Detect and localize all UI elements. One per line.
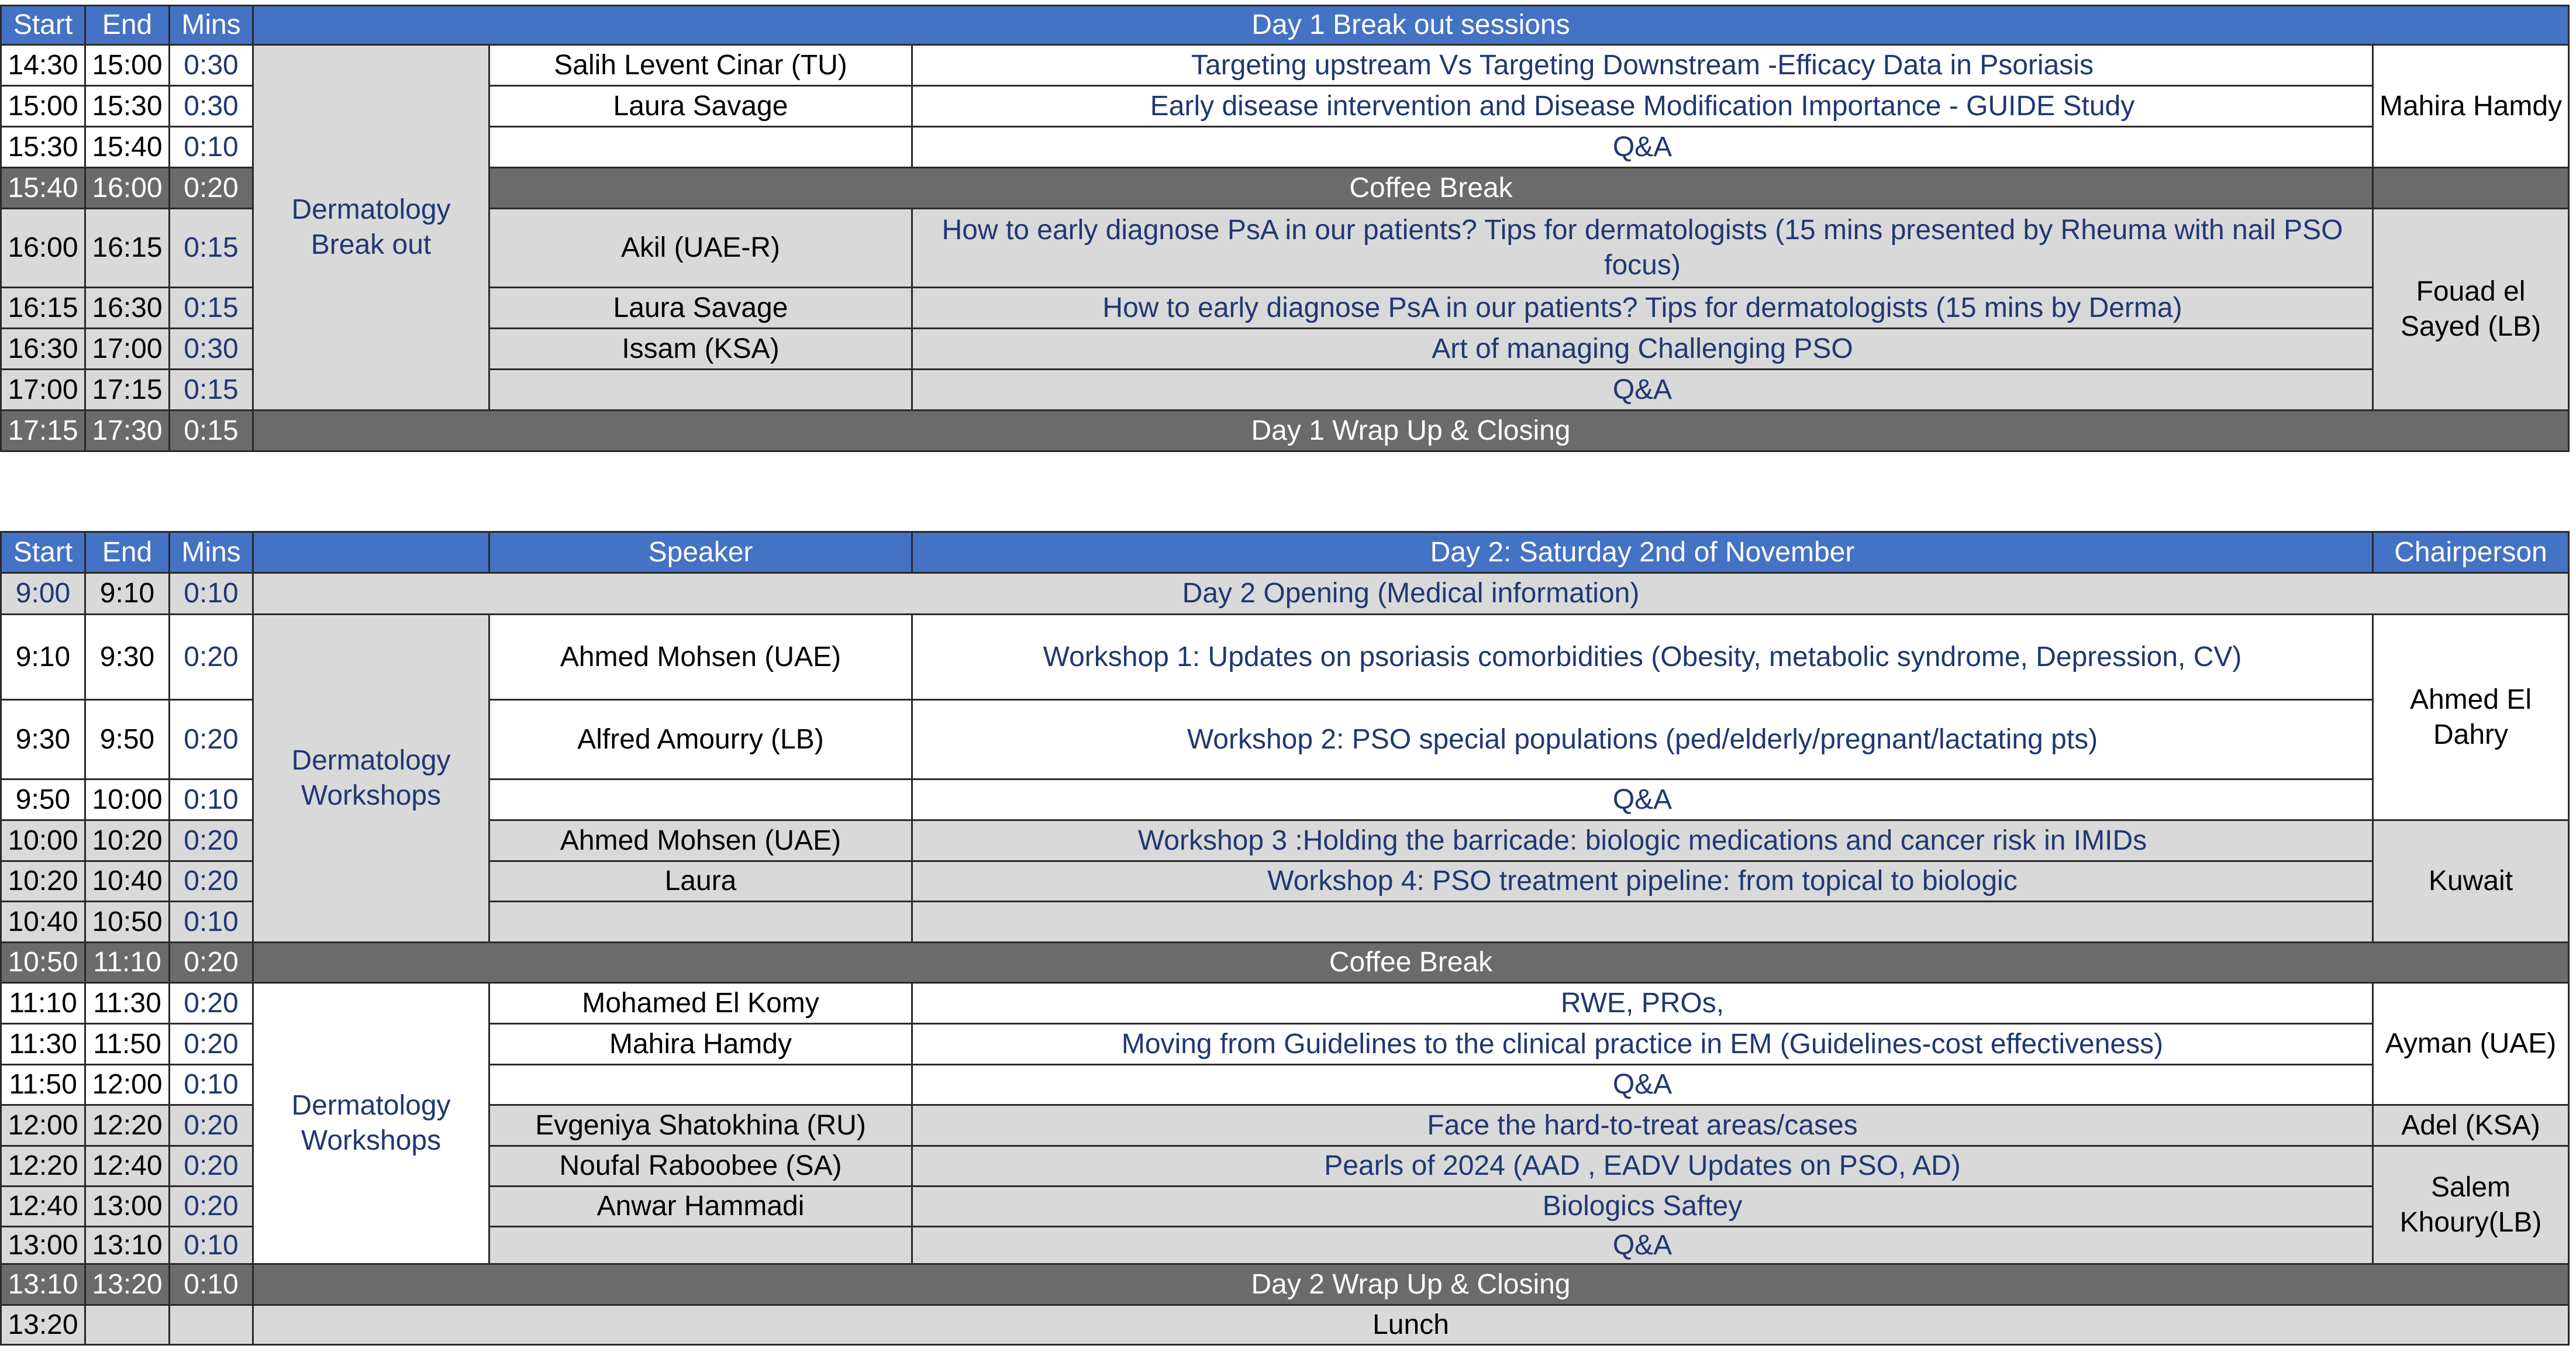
end-time: 12:00 — [85, 1065, 170, 1105]
closing-banner: Day 1 Wrap Up & Closing — [253, 411, 2569, 451]
speaker — [489, 1065, 912, 1105]
duration: 0:30 — [170, 329, 253, 370]
end-time: 10:20 — [85, 820, 170, 861]
speaker: Alfred Amourry (LB) — [489, 700, 912, 779]
speaker — [489, 779, 912, 820]
end-time: 16:15 — [85, 209, 170, 288]
chairperson: Adel (KSA) — [2373, 1105, 2569, 1146]
chairperson: Ahmed El Dahry — [2373, 615, 2569, 820]
end-time: 12:20 — [85, 1105, 170, 1146]
topic: RWE, PROs, — [912, 983, 2373, 1024]
speaker: Noufal Raboobee (SA) — [489, 1146, 912, 1186]
table-row — [1, 983, 2569, 1024]
topic: Q&A — [912, 779, 2373, 820]
end-time: 11:10 — [85, 943, 170, 983]
topic: Targeting upstream Vs Targeting Downstream -Efficacy Data in Psoriasis — [912, 45, 2373, 86]
table-row — [1, 1305, 2569, 1345]
start-time: 14:30 — [1, 45, 85, 86]
day1-title: Day 1 Break out sessions — [253, 6, 2569, 45]
start-time: 16:15 — [1, 288, 85, 329]
start-time: 10:20 — [1, 861, 85, 902]
topic: Face the hard-to-treat areas/cases — [912, 1105, 2373, 1146]
session-block-label: Dermatology Workshops — [253, 615, 489, 943]
day1-agenda-table — [0, 5, 2570, 452]
topic: Workshop 4: PSO treatment pipeline: from topical to biologic — [912, 861, 2373, 902]
duration: 0:10 — [170, 1227, 253, 1264]
speaker: Salih Levent Cinar (TU) — [489, 45, 912, 86]
speaker: Issam (KSA) — [489, 329, 912, 370]
chairperson: Salem Khoury(LB) — [2373, 1146, 2569, 1264]
start-time: 11:50 — [1, 1065, 85, 1105]
speaker — [489, 902, 912, 943]
end-time: 10:00 — [85, 779, 170, 820]
duration: 0:10 — [170, 779, 253, 820]
duration: 0:15 — [170, 209, 253, 288]
start-time: 13:10 — [1, 1264, 85, 1305]
start-time: 10:00 — [1, 820, 85, 861]
duration: 0:10 — [170, 902, 253, 943]
duration: 0:20 — [170, 615, 253, 700]
break-banner: Coffee Break — [489, 168, 2373, 209]
end-time: 15:00 — [85, 45, 170, 86]
duration: 0:15 — [170, 370, 253, 411]
chairperson: Fouad el Sayed (LB) — [2373, 209, 2569, 411]
speaker: Laura — [489, 861, 912, 902]
start-time: 9:00 — [1, 573, 85, 615]
duration: 0:20 — [170, 700, 253, 779]
topic: Q&A — [912, 1227, 2373, 1264]
duration: 0:10 — [170, 573, 253, 615]
table-row — [1, 1264, 2569, 1305]
speaker: Ahmed Mohsen (UAE) — [489, 615, 912, 700]
end-time: 15:40 — [85, 127, 170, 168]
duration: 0:20 — [170, 820, 253, 861]
duration: 0:20 — [170, 943, 253, 983]
duration: 0:30 — [170, 86, 253, 127]
chairperson-empty — [2373, 168, 2569, 209]
header-chairperson: Chairperson — [2373, 532, 2569, 573]
day2-title: Day 2: Saturday 2nd of November — [912, 532, 2373, 573]
end-time: 10:40 — [85, 861, 170, 902]
end-time: 9:10 — [85, 573, 170, 615]
day2-header-row — [1, 532, 2569, 573]
duration: 0:20 — [170, 168, 253, 209]
end-time: 10:50 — [85, 902, 170, 943]
end-time: 11:50 — [85, 1024, 170, 1065]
topic: Early disease intervention and Disease Modification Importance - GUIDE Study — [912, 86, 2373, 127]
duration: 0:10 — [170, 1065, 253, 1105]
duration: 0:20 — [170, 1105, 253, 1146]
start-time: 12:40 — [1, 1186, 85, 1227]
speaker: Laura Savage — [489, 288, 912, 329]
end-time: 9:30 — [85, 615, 170, 700]
duration: 0:30 — [170, 45, 253, 86]
end-time: 16:30 — [85, 288, 170, 329]
session-block-label: Dermatology Break out — [253, 45, 489, 411]
speaker — [489, 1227, 912, 1264]
lunch-banner: Lunch — [253, 1305, 2569, 1345]
duration: 0:20 — [170, 861, 253, 902]
header-end: End — [85, 532, 170, 573]
speaker — [489, 370, 912, 411]
end-time: 15:30 — [85, 86, 170, 127]
topic: How to early diagnose PsA in our patients? Tips for dermatologists (15 mins by Derma) — [912, 288, 2373, 329]
duration: 0:10 — [170, 127, 253, 168]
speaker: Akil (UAE-R) — [489, 209, 912, 288]
topic: Q&A — [912, 127, 2373, 168]
chairperson: Mahira Hamdy — [2373, 45, 2569, 168]
topic: Biologics Saftey — [912, 1186, 2373, 1227]
speaker: Anwar Hammadi — [489, 1186, 912, 1227]
break-banner: Coffee Break — [253, 943, 2569, 983]
topic: How to early diagnose PsA in our patients? Tips for dermatologists (15 mins presented by Rheuma with nail PSO focus) — [912, 209, 2373, 288]
end-time: 17:15 — [85, 370, 170, 411]
duration: 0:15 — [170, 288, 253, 329]
table-row — [1, 615, 2569, 700]
header-mins: Mins — [170, 532, 253, 573]
speaker: Laura Savage — [489, 86, 912, 127]
end-time: 17:30 — [85, 411, 170, 451]
duration — [170, 1305, 253, 1345]
speaker: Mohamed El Komy — [489, 983, 912, 1024]
duration: 0:20 — [170, 1186, 253, 1227]
speaker: Mahira Hamdy — [489, 1024, 912, 1065]
start-time: 16:00 — [1, 209, 85, 288]
topic: Workshop 2: PSO special populations (ped/elderly/pregnant/lactating pts) — [912, 700, 2373, 779]
start-time: 15:40 — [1, 168, 85, 209]
speaker: Ahmed Mohsen (UAE) — [489, 820, 912, 861]
table-row — [1, 943, 2569, 983]
header-start: Start — [1, 6, 85, 45]
duration: 0:20 — [170, 1146, 253, 1186]
start-time: 10:40 — [1, 902, 85, 943]
start-time: 12:00 — [1, 1105, 85, 1146]
end-time: 9:50 — [85, 700, 170, 779]
topic: Workshop 3 :Holding the barricade: biologic medications and cancer risk in IMIDs — [912, 820, 2373, 861]
speaker — [489, 127, 912, 168]
duration: 0:20 — [170, 983, 253, 1024]
opening-banner: Day 2 Opening (Medical information) — [253, 573, 2569, 615]
end-time: 12:40 — [85, 1146, 170, 1186]
start-time: 13:00 — [1, 1227, 85, 1264]
start-time: 9:30 — [1, 700, 85, 779]
start-time: 12:20 — [1, 1146, 85, 1186]
end-time: 16:00 — [85, 168, 170, 209]
end-time: 13:20 — [85, 1264, 170, 1305]
topic: Q&A — [912, 1065, 2373, 1105]
header-session-empty — [253, 532, 489, 573]
end-time: 11:30 — [85, 983, 170, 1024]
closing-banner: Day 2 Wrap Up & Closing — [253, 1264, 2569, 1305]
start-time: 17:15 — [1, 411, 85, 451]
table-row — [1, 411, 2569, 451]
topic: Q&A — [912, 370, 2373, 411]
start-time: 15:00 — [1, 86, 85, 127]
day2-agenda-table — [0, 531, 2570, 1346]
topic — [912, 902, 2373, 943]
session-block-label: Dermatology Workshops — [253, 983, 489, 1264]
header-speaker: Speaker — [489, 532, 912, 573]
start-time: 17:00 — [1, 370, 85, 411]
start-time: 9:10 — [1, 615, 85, 700]
start-time: 11:10 — [1, 983, 85, 1024]
end-time: 13:00 — [85, 1186, 170, 1227]
start-time: 10:50 — [1, 943, 85, 983]
end-time — [85, 1305, 170, 1345]
topic: Moving from Guidelines to the clinical practice in EM (Guidelines-cost effectiveness) — [912, 1024, 2373, 1065]
start-time: 11:30 — [1, 1024, 85, 1065]
duration: 0:20 — [170, 1024, 253, 1065]
start-time: 9:50 — [1, 779, 85, 820]
chairperson: Kuwait — [2373, 820, 2569, 943]
topic: Workshop 1: Updates on psoriasis comorbidities (Obesity, metabolic syndrome, Depression, CV) — [912, 615, 2373, 700]
day1-header-row — [1, 6, 2569, 45]
speaker: Evgeniya Shatokhina (RU) — [489, 1105, 912, 1146]
chairperson: Ayman (UAE) — [2373, 983, 2569, 1105]
duration: 0:10 — [170, 1264, 253, 1305]
header-start: Start — [1, 532, 85, 573]
topic: Art of managing Challenging PSO — [912, 329, 2373, 370]
end-time: 17:00 — [85, 329, 170, 370]
duration: 0:15 — [170, 411, 253, 451]
end-time: 13:10 — [85, 1227, 170, 1264]
start-time: 15:30 — [1, 127, 85, 168]
table-row — [1, 573, 2569, 615]
start-time: 16:30 — [1, 329, 85, 370]
header-mins: Mins — [170, 6, 253, 45]
topic: Pearls of 2024 (AAD , EADV Updates on PSO, AD) — [912, 1146, 2373, 1186]
table-row — [1, 45, 2569, 86]
header-end: End — [85, 6, 170, 45]
start-time: 13:20 — [1, 1305, 85, 1345]
